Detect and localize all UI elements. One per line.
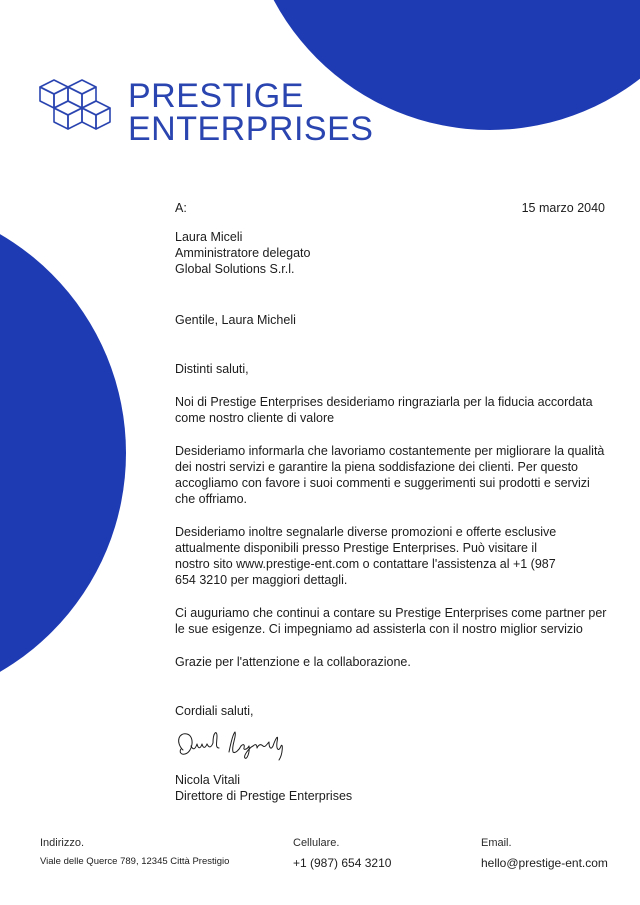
paragraph-3 <box>175 524 615 588</box>
footer-email-label: Email. <box>481 837 512 849</box>
recipient-name: Laura Miceli <box>175 230 243 244</box>
brand-line-1: PRESTIGE <box>128 77 304 115</box>
paragraph-1 <box>175 394 615 426</box>
footer-address-label: Indirizzo. <box>40 837 85 849</box>
paragraph-line: 654 3210 per maggiori dettagli. <box>175 573 348 587</box>
signer-name: Nicola Vitali <box>175 773 241 787</box>
brand-line-2: ENTERPRISES <box>128 110 374 148</box>
brand-wordmark <box>128 77 374 148</box>
letter-date: 15 marzo 2040 <box>521 201 605 215</box>
footer-phone: +1 (987) 654 3210 <box>293 856 392 870</box>
footer-phone-label: Cellulare. <box>293 837 340 849</box>
cubes-logo-icon <box>38 78 116 140</box>
paragraph-4 <box>175 605 615 637</box>
paragraph-line: dei nostri servizi e garantire la piena soddisfazione dei clienti. Per questo <box>175 460 579 474</box>
paragraph-line: Desideriamo inoltre segnalarle diverse promozioni e offerte esclusive <box>175 525 557 539</box>
paragraph-2 <box>175 443 615 507</box>
paragraph-line: accogliamo con favore i suoi commenti e suggerimenti sui prodotti e servizi <box>175 476 590 490</box>
decorative-circle-left <box>0 200 126 706</box>
paragraph-line: Ci auguriamo che continui a contare su Prestige Enterprises come partner per <box>175 606 607 620</box>
paragraph-line: nostro sito www.prestige-ent.com o contattare l'assistenza al +1 (987 <box>175 557 556 571</box>
signer-title: Direttore di Prestige Enterprises <box>175 789 353 803</box>
recipient-role: Amministratore delegato <box>175 246 311 260</box>
recipient-company: Global Solutions S.r.l. <box>175 262 295 276</box>
signature-image <box>173 722 293 766</box>
paragraph-line: le sue esigenze. Ci impegniamo ad assisterla con il nostro miglior servizio <box>175 622 583 636</box>
footer-address: Viale delle Querce 789, 12345 Città Prestigio <box>40 856 230 867</box>
paragraph-line: come nostro cliente di valore <box>175 411 335 425</box>
closing: Cordiali saluti, <box>175 704 254 718</box>
paragraph-line: Noi di Prestige Enterprises desideriamo ringraziarla per la fiducia accordata <box>175 395 593 409</box>
paragraph-line: Desideriamo informarla che lavoriamo costantemente per migliorare la qualità <box>175 444 605 458</box>
paragraph-line: attualmente disponibili presso Prestige Enterprises. Può visitare il <box>175 541 537 555</box>
salutation: Gentile, Laura Micheli <box>175 313 296 327</box>
greeting: Distinti saluti, <box>175 362 249 376</box>
paragraph-5 <box>175 654 615 670</box>
footer-email: hello@prestige-ent.com <box>481 856 608 870</box>
paragraph-line: che offriamo. <box>175 492 248 506</box>
to-label: A: <box>175 201 187 215</box>
paragraph-line: Grazie per l'attenzione e la collaborazione. <box>175 655 411 669</box>
